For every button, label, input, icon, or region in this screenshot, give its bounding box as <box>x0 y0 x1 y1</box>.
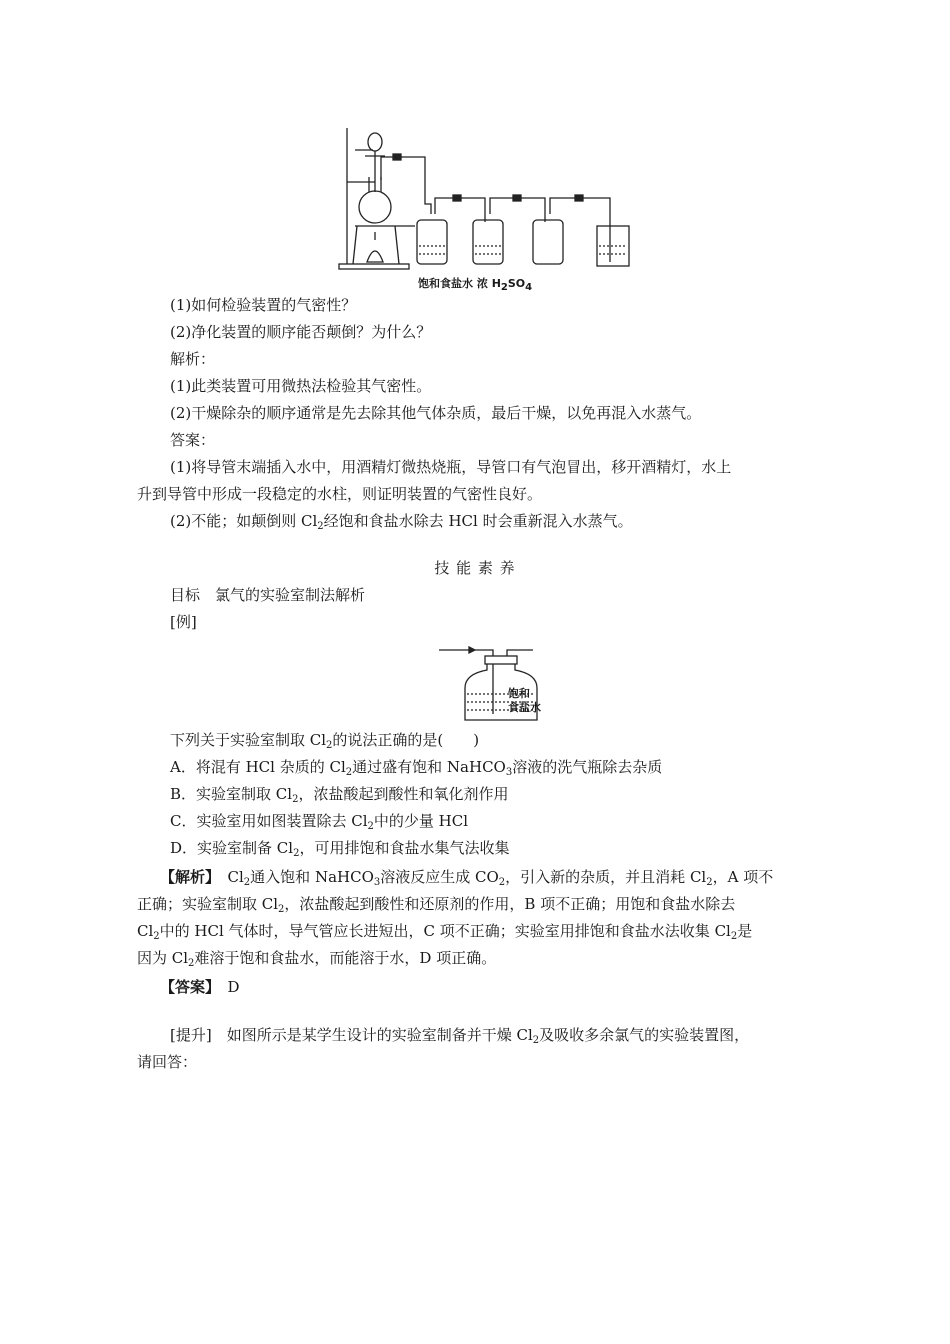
s: 2 <box>345 767 353 778</box>
explanation-line-3 <box>137 920 752 942</box>
t: 通过盛有饱和 NaHCO <box>352 758 506 776</box>
s: 2 <box>326 740 333 751</box>
answer-1-line-2: 升到导管中形成一段稳定的水柱，则证明装置的气密性良好。 <box>137 485 543 503</box>
t: A．将混有 HCl 杂质的 Cl <box>170 758 346 776</box>
s: 2 <box>532 1035 540 1046</box>
label-so: SO <box>507 277 526 290</box>
t: ，A 项不 <box>712 868 774 886</box>
upgrade-line-2: 请回答： <box>137 1053 198 1071</box>
question-2: (2)净化装置的顺序能否颠倒？为什么？ <box>170 323 432 341</box>
label-l2: 食盐水 <box>508 701 541 714</box>
label-h-sub: 2 <box>500 282 508 293</box>
option-d <box>170 837 509 859</box>
explanation-label: 【解析】 <box>160 868 213 886</box>
analysis-2: (2)干燥除杂的顺序通常是先去除其他气体杂质，最后干燥，以免再混入水蒸气。 <box>170 404 702 422</box>
s: 2 <box>188 958 195 969</box>
option-b <box>170 783 508 805</box>
s: 2 <box>292 794 299 805</box>
t: ，浓盐酸起到酸性和氧化剂作用 <box>298 785 509 803</box>
apparatus-label <box>418 275 532 291</box>
t: 经饱和食盐水除去 HCl 时会重新混入水蒸气。 <box>323 512 633 530</box>
t: 因为 Cl <box>137 949 189 967</box>
t: ，引入新的杂质，并且消耗 Cl <box>505 868 707 886</box>
wash-bottle-label <box>508 687 541 715</box>
s: 2 <box>730 931 738 942</box>
s: 2 <box>293 848 300 859</box>
analysis-label: 解析： <box>170 350 216 368</box>
label-h: H <box>491 277 501 290</box>
t: C．实验室用如图装置除去 Cl <box>170 812 368 830</box>
s: 2 <box>498 877 506 888</box>
t: 下列关于实验室制取 Cl <box>170 731 327 749</box>
answer-1-line-1: (1)将导管末端插入水中，用酒精灯微热烧瓶，导管口有气泡冒出，移开酒精灯，水上 <box>170 458 732 476</box>
answer-2-label: 【答案】 <box>160 978 213 996</box>
s: 2 <box>243 877 251 888</box>
explanation-line-2 <box>137 893 735 915</box>
t: Cl <box>212 868 244 886</box>
answer-2-line <box>160 976 240 998</box>
t: Cl <box>137 922 154 940</box>
t: (2)不能；如颠倒则 Cl <box>170 512 318 530</box>
s: 2 <box>278 904 285 915</box>
s: 3 <box>505 767 513 778</box>
t: 溶液的洗气瓶除去杂质 <box>512 758 663 776</box>
answer-label: 答案： <box>170 431 216 449</box>
t: 通入饱和 NaHCO <box>250 868 374 886</box>
t: 中的少量 HCl <box>373 812 469 830</box>
answer-2-value: D <box>212 978 240 996</box>
t: ，可用排饱和食盐水集气法收集 <box>299 839 510 857</box>
apparatus-figure <box>335 122 655 272</box>
label-conc: 浓 <box>476 277 488 290</box>
t: ，浓盐酸起到酸性和还原剂的作用，B 项不正确；用饱和食盐水除去 <box>284 895 736 913</box>
s: 3 <box>373 877 381 888</box>
s: 2 <box>367 821 374 832</box>
t: [提升] 如图所示是某学生设计的实验室制备并干燥 Cl <box>170 1026 533 1044</box>
t: 正确；实验室制取 Cl <box>137 895 279 913</box>
target: 目标 氯气的实验室制法解析 <box>170 586 366 604</box>
t: B．实验室制取 Cl <box>170 785 293 803</box>
explanation-line-1 <box>160 866 773 888</box>
t: 及吸收多余氯气的实验装置图， <box>539 1026 750 1044</box>
explanation-line-4 <box>137 947 496 969</box>
t: 中的 HCl 气体时，导气管应长进短出，C 项不正确；实验室用排饱和食盐水法收集 Cl <box>159 922 731 940</box>
t: 溶液反应生成 CO <box>380 868 499 886</box>
option-c <box>170 810 468 832</box>
label-l1: 饱和 <box>508 687 530 700</box>
s: 2 <box>706 877 713 888</box>
question-stem <box>170 729 479 751</box>
label-so-sub: 4 <box>525 282 533 293</box>
question-1: (1)如何检验装置的气密性？ <box>170 296 357 314</box>
t: 是 <box>737 922 753 940</box>
t: 的说法正确的是( ) <box>332 731 480 749</box>
upgrade-line-1 <box>170 1024 749 1046</box>
s: 2 <box>317 521 324 532</box>
analysis-1: (1)此类装置可用微热法检验其气密性。 <box>170 377 432 395</box>
example-label: [例] <box>170 613 197 631</box>
t: D．实验室制备 Cl <box>170 839 294 857</box>
t: 难溶于饱和食盐水，而能溶于水，D 项正确。 <box>194 949 497 967</box>
section-title: 技 能 素 养 <box>434 559 516 577</box>
option-a <box>170 756 662 778</box>
label-saturated-brine: 饱和食盐水 <box>418 277 473 290</box>
s: 2 <box>153 931 160 942</box>
answer-2 <box>170 510 633 532</box>
